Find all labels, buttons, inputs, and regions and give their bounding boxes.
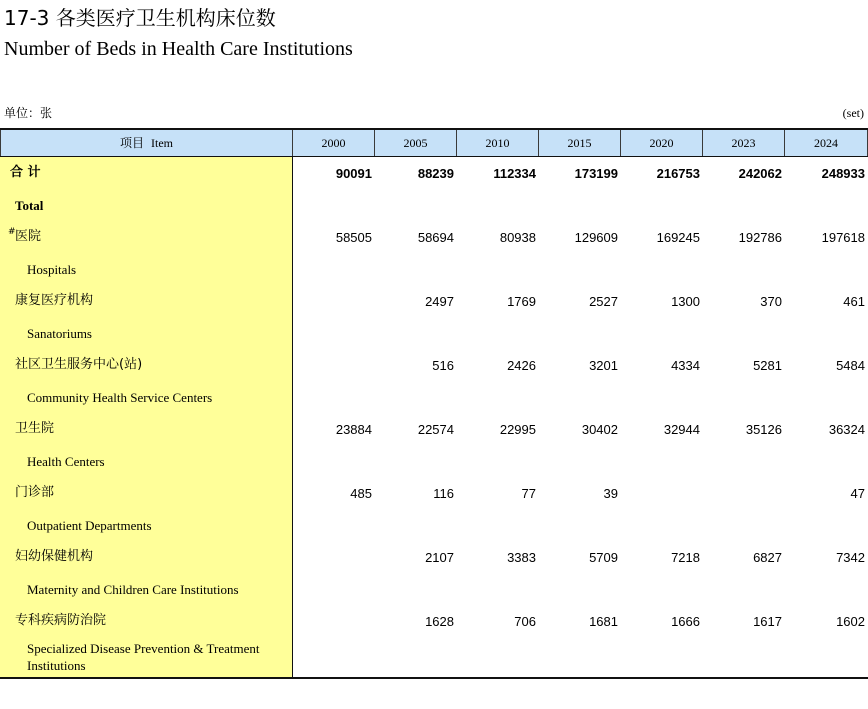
table-cell-value: 36324 (828, 421, 865, 437)
table-cell-value: 516 (432, 357, 454, 373)
row-label-zh (0, 349, 293, 381)
row-label-en: Sanatoriums (0, 317, 293, 349)
row-label-en: Total (0, 189, 293, 221)
row-label-zh (0, 413, 293, 445)
table-cell-value: 7218 (671, 549, 700, 565)
unit-label-en: (set) (842, 106, 864, 120)
table-cell-value: 1628 (425, 613, 454, 629)
table-cell-value: 4334 (671, 357, 700, 373)
table-cell-value: 22574 (417, 421, 454, 437)
table-row-en (0, 253, 868, 285)
table-cell-value: 58694 (417, 229, 454, 245)
row-label-en: Hospitals (0, 253, 293, 285)
table-cell-value: 30402 (581, 421, 618, 437)
table-cell-value: 169245 (656, 229, 700, 245)
table-cell-value (621, 477, 703, 509)
table-cell-value: 58505 (335, 229, 372, 245)
row-label-zh-text: 社区卫生服务中心(站) (15, 357, 143, 372)
row-label-zh (0, 605, 293, 637)
table-row-en (0, 573, 868, 605)
row-label-zh (0, 477, 293, 509)
header-item-en: Item (151, 136, 173, 150)
table-cell-value: 2107 (425, 549, 454, 565)
page-title-en: Number of Beds in Health Care Institutions (4, 38, 353, 60)
row-label-en: Specialized Disease Prevention & Treatment Institutions (0, 637, 293, 677)
row-label-zh-text: 专科疾病防治院 (15, 613, 107, 628)
table-cell-value: 1602 (836, 613, 865, 629)
table-cell-value: 35126 (745, 421, 782, 437)
table-row (0, 605, 868, 637)
table-cell-value: 32944 (663, 421, 700, 437)
header-item-zh: 项目 (119, 136, 144, 150)
row-label-zh-text: 门诊部 (15, 485, 55, 500)
table-row-en (0, 317, 868, 349)
table-row-en (0, 509, 868, 541)
table-cell-value: 461 (843, 293, 865, 309)
header-year: 2010 (457, 130, 539, 156)
table-cell-value: 5484 (836, 357, 865, 373)
table-row (0, 157, 868, 189)
table-row-en (0, 189, 868, 221)
table-body (0, 157, 868, 677)
table-row (0, 285, 868, 317)
table-cell-value: 370 (760, 293, 782, 309)
table-cell-value: 2527 (589, 293, 618, 309)
header-year: 2023 (703, 130, 785, 156)
table-cell-value: 116 (433, 485, 454, 501)
table-row-en (0, 445, 868, 477)
table-cell-value: 1617 (753, 613, 782, 629)
table-cell-value: 88239 (417, 165, 454, 181)
table-row-en (0, 637, 868, 677)
page-title-zh: 17-3 各类医疗卫生机构床位数 (4, 6, 276, 30)
table-cell-value: 5281 (753, 357, 782, 373)
row-label-zh-text: 医院 (15, 229, 42, 244)
row-footnote-mark: # (8, 227, 16, 237)
table-row (0, 413, 868, 445)
table-cell-value: 1300 (671, 293, 700, 309)
table-cell-value: 3201 (589, 357, 618, 373)
table-cell-value: 2426 (507, 357, 536, 373)
table-cell-value: 1681 (589, 613, 618, 629)
table-cell-value (703, 477, 785, 509)
header-year: 2005 (375, 130, 457, 156)
table-cell-value: 1769 (507, 293, 536, 309)
unit-label-zh: 单位：张 (4, 106, 53, 120)
table-cell-value: 248933 (821, 165, 865, 181)
table-cell-value: 129609 (574, 229, 618, 245)
table-cell-value: 2497 (425, 293, 454, 309)
row-label-en: Community Health Service Centers (0, 381, 293, 413)
table-cell-value: 216753 (656, 165, 700, 181)
row-label-en: Outpatient Departments (0, 509, 293, 541)
table-header (0, 128, 868, 157)
beds-table (0, 128, 868, 679)
table-cell-value: 1666 (671, 613, 700, 629)
row-label-zh (0, 157, 293, 189)
table-cell-value (293, 349, 375, 381)
row-label-zh-text: 康复医疗机构 (15, 293, 94, 308)
table-cell-value: 3383 (507, 549, 536, 565)
table-cell-value: 77 (521, 485, 536, 501)
row-label-en: Health Centers (0, 445, 293, 477)
row-label-zh (0, 541, 293, 573)
table-row (0, 541, 868, 573)
header-year: 2000 (293, 130, 375, 156)
table-cell-value: 485 (350, 485, 372, 501)
table-row-en (0, 381, 868, 413)
row-label-zh-text: 卫生院 (15, 421, 55, 436)
header-year: 2020 (621, 130, 703, 156)
row-label-zh-text: 妇幼保健机构 (15, 549, 94, 564)
table-cell-value: 706 (514, 613, 536, 629)
row-label-zh (0, 221, 293, 253)
table-row (0, 221, 868, 253)
table-cell-value: 5709 (589, 549, 618, 565)
table-row (0, 349, 868, 381)
table-bottom-rule (0, 677, 868, 679)
table-cell-value: 192786 (738, 229, 782, 245)
table-cell-value: 242062 (738, 165, 782, 181)
header-year: 2024 (785, 130, 868, 156)
table-cell-value: 90091 (335, 165, 372, 181)
header-year: 2015 (539, 130, 621, 156)
table-cell-value: 39 (603, 485, 618, 501)
row-label-en: Maternity and Children Care Institutions (0, 573, 293, 605)
table-cell-value: 197618 (821, 229, 865, 245)
table-cell-value: 173199 (574, 165, 618, 181)
row-label-zh-text: 合 计 (10, 165, 41, 180)
table-cell-value (293, 285, 375, 317)
table-cell-value: 80938 (499, 229, 536, 245)
header-item (0, 130, 293, 156)
table-cell-value: 112334 (493, 165, 536, 181)
table-cell-value: 47 (850, 485, 865, 501)
table-cell-value: 23884 (335, 421, 372, 437)
table-cell-value: 7342 (836, 549, 865, 565)
table-cell-value (293, 541, 375, 573)
row-label-zh (0, 285, 293, 317)
table-cell-value: 6827 (753, 549, 782, 565)
table-row (0, 477, 868, 509)
table-cell-value: 22995 (499, 421, 536, 437)
table-cell-value (293, 605, 375, 637)
